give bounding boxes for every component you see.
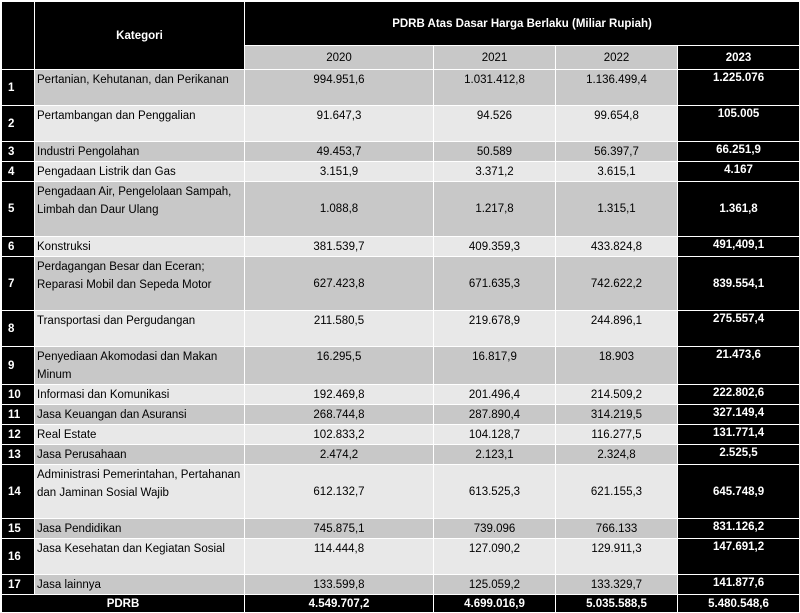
value-2020: 268.744,8 — [245, 405, 434, 425]
value-2021: 125.059,2 — [434, 575, 556, 595]
value-2023: 147.691,2 — [678, 539, 800, 575]
year-header-2023: 2023 — [678, 46, 800, 70]
value-2023: 491,409,1 — [678, 237, 800, 257]
category-name: Jasa Keuangan dan Asuransi — [35, 405, 245, 425]
value-2021: 739.096 — [434, 519, 556, 539]
table-row — [2, 405, 800, 425]
total-2021: 4.699.016,9 — [434, 595, 556, 613]
value-2023: 1.361,8 — [678, 182, 800, 237]
value-2022: 56.397,7 — [556, 142, 678, 162]
value-2020: 994.951,6 — [245, 70, 434, 106]
value-2023: 21.473,6 — [678, 347, 800, 385]
table-row — [2, 575, 800, 595]
value-2021: 219.678,9 — [434, 311, 556, 347]
value-2021: 1.217,8 — [434, 182, 556, 237]
value-2023: 327.149,4 — [678, 405, 800, 425]
category-name: Perdagangan Besar dan Eceran; Reparasi Mobil dan Sepeda Motor — [35, 257, 245, 311]
row-number: 1 — [2, 70, 35, 106]
value-2023: 1.225.076 — [678, 70, 800, 106]
value-2021: 287.890,4 — [434, 405, 556, 425]
value-2022: 116.277,5 — [556, 425, 678, 445]
table-row — [2, 385, 800, 405]
row-number: 5 — [2, 182, 35, 237]
table-row — [2, 182, 800, 237]
value-2022: 214.509,2 — [556, 385, 678, 405]
category-name: Administrasi Pemerintahan, Pertahanan dan Jaminan Sosial Wajib — [35, 465, 245, 519]
value-2022: 1.136.499,4 — [556, 70, 678, 106]
row-number: 17 — [2, 575, 35, 595]
category-name: Real Estate — [35, 425, 245, 445]
table-row — [2, 162, 800, 182]
value-2022: 129.911,3 — [556, 539, 678, 575]
value-2022: 99.654,8 — [556, 106, 678, 142]
value-2020: 211.580,5 — [245, 311, 434, 347]
value-2023: 4.167 — [678, 162, 800, 182]
category-name: Jasa Perusahaan — [35, 445, 245, 465]
value-2020: 627.423,8 — [245, 257, 434, 311]
row-number: 15 — [2, 519, 35, 539]
value-2020: 1.088,8 — [245, 182, 434, 237]
total-row — [2, 595, 800, 613]
value-2020: 2.474,2 — [245, 445, 434, 465]
value-2021: 127.090,2 — [434, 539, 556, 575]
row-number: 16 — [2, 539, 35, 575]
year-header-2021: 2021 — [434, 46, 556, 70]
value-2023: 645.748,9 — [678, 465, 800, 519]
table-row — [2, 347, 800, 385]
value-2022: 2.324,8 — [556, 445, 678, 465]
category-header: Kategori — [35, 2, 245, 70]
row-number: 3 — [2, 142, 35, 162]
value-2021: 16.817,9 — [434, 347, 556, 385]
value-2020: 16.295,5 — [245, 347, 434, 385]
value-2022: 18.903 — [556, 347, 678, 385]
value-2020: 3.151,9 — [245, 162, 434, 182]
value-2021: 613.525,3 — [434, 465, 556, 519]
value-2020: 612.132,7 — [245, 465, 434, 519]
value-2023: 141.877,6 — [678, 575, 800, 595]
number-header — [2, 2, 35, 70]
value-2020: 102.833,2 — [245, 425, 434, 445]
value-2023: 275.557,4 — [678, 311, 800, 347]
category-name: Pengadaan Listrik dan Gas — [35, 162, 245, 182]
value-2023: 131.771,4 — [678, 425, 800, 445]
row-number: 10 — [2, 385, 35, 405]
row-number: 7 — [2, 257, 35, 311]
value-2022: 742.622,2 — [556, 257, 678, 311]
value-2020: 133.599,8 — [245, 575, 434, 595]
table-row — [2, 237, 800, 257]
total-2023: 5.480.548,6 — [678, 595, 800, 613]
row-number: 8 — [2, 311, 35, 347]
value-2021: 104.128,7 — [434, 425, 556, 445]
table-row — [2, 519, 800, 539]
category-name: Informasi dan Komunikasi — [35, 385, 245, 405]
value-2020: 381.539,7 — [245, 237, 434, 257]
row-number: 2 — [2, 106, 35, 142]
table-row — [2, 465, 800, 519]
table-row — [2, 311, 800, 347]
category-name: Pertambangan dan Penggalian — [35, 106, 245, 142]
row-number: 12 — [2, 425, 35, 445]
table-row — [2, 539, 800, 575]
value-2020: 192.469,8 — [245, 385, 434, 405]
value-2021: 201.496,4 — [434, 385, 556, 405]
row-number: 14 — [2, 465, 35, 519]
category-name: Penyediaan Akomodasi dan Makan Minum — [35, 347, 245, 385]
category-name: Transportasi dan Pergudangan — [35, 311, 245, 347]
value-2020: 745.875,1 — [245, 519, 434, 539]
value-2023: 222.802,6 — [678, 385, 800, 405]
category-name: Jasa lainnya — [35, 575, 245, 595]
pdrb-table — [1, 1, 800, 613]
total-2020: 4.549.707,2 — [245, 595, 434, 613]
value-2023: 2.525,5 — [678, 445, 800, 465]
row-number: 6 — [2, 237, 35, 257]
category-name: Pengadaan Air, Pengelolaan Sampah, Limbah dan Daur Ulang — [35, 182, 245, 237]
value-2022: 314.219,5 — [556, 405, 678, 425]
value-2020: 91.647,3 — [245, 106, 434, 142]
value-2022: 244.896,1 — [556, 311, 678, 347]
table-row — [2, 445, 800, 465]
table-row — [2, 106, 800, 142]
total-label: PDRB — [2, 595, 245, 613]
value-2021: 409.359,3 — [434, 237, 556, 257]
value-2022: 766.133 — [556, 519, 678, 539]
value-2023: 839.554,1 — [678, 257, 800, 311]
category-name: Pertanian, Kehutanan, dan Perikanan — [35, 70, 245, 106]
row-number: 11 — [2, 405, 35, 425]
row-number: 13 — [2, 445, 35, 465]
value-2022: 133.329,7 — [556, 575, 678, 595]
value-2022: 621.155,3 — [556, 465, 678, 519]
value-2022: 3.615,1 — [556, 162, 678, 182]
value-2023: 105.005 — [678, 106, 800, 142]
value-2022: 433.824,8 — [556, 237, 678, 257]
value-2021: 94.526 — [434, 106, 556, 142]
row-number: 4 — [2, 162, 35, 182]
value-2021: 50.589 — [434, 142, 556, 162]
value-2023: 831.126,2 — [678, 519, 800, 539]
total-2022: 5.035.588,5 — [556, 595, 678, 613]
category-name: Jasa Pendidikan — [35, 519, 245, 539]
value-2022: 1.315,1 — [556, 182, 678, 237]
category-name: Konstruksi — [35, 237, 245, 257]
year-header-2020: 2020 — [245, 46, 434, 70]
table-row — [2, 425, 800, 445]
category-name: Jasa Kesehatan dan Kegiatan Sosial — [35, 539, 245, 575]
value-2020: 49.453,7 — [245, 142, 434, 162]
table-row — [2, 142, 800, 162]
table-row — [2, 70, 800, 106]
value-2021: 3.371,2 — [434, 162, 556, 182]
pdrb-group-header: PDRB Atas Dasar Harga Berlaku (Miliar Rupiah) — [245, 2, 800, 46]
value-2023: 66.251,9 — [678, 142, 800, 162]
year-header-2022: 2022 — [556, 46, 678, 70]
value-2020: 114.444,8 — [245, 539, 434, 575]
value-2021: 671.635,3 — [434, 257, 556, 311]
category-name: Industri Pengolahan — [35, 142, 245, 162]
row-number: 9 — [2, 347, 35, 385]
value-2021: 1.031.412,8 — [434, 70, 556, 106]
value-2021: 2.123,1 — [434, 445, 556, 465]
table-row — [2, 257, 800, 311]
